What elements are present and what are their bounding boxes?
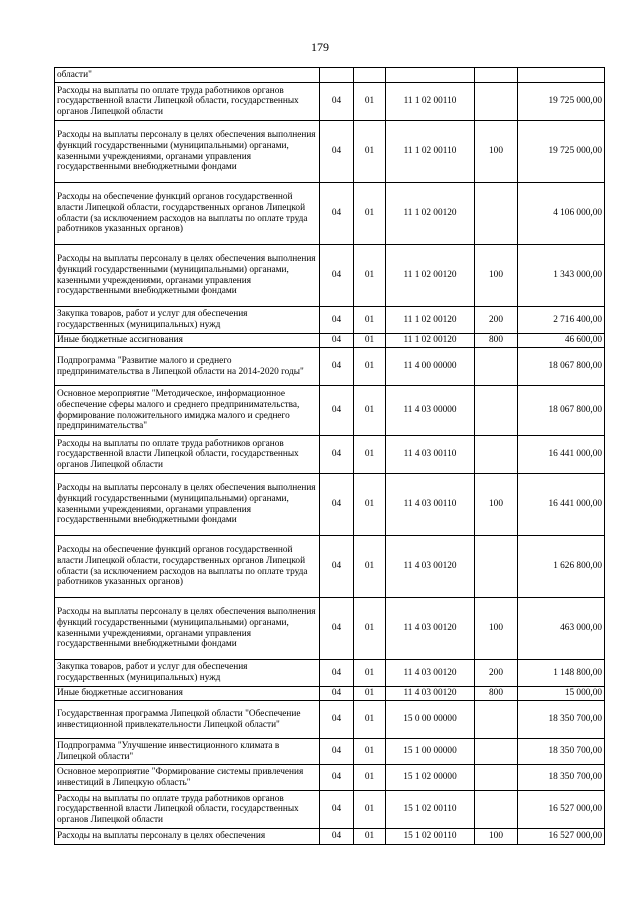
cell-expense-type: 100 [475,598,518,660]
cell-target-article: 11 4 03 00110 [386,436,475,474]
cell-expense-type: 100 [475,245,518,307]
cell-razdel: 04 [320,334,354,348]
cell-podrazdel: 01 [354,121,386,183]
cell-amount: 16 527 000,00 [518,791,605,829]
table-row [55,791,605,829]
cell-name: Расходы на выплаты персоналу в целях обеспечения выполнения функций государственными (муниципальными) органами, казенными учреждениями, органами управления государственными внебюджетными фондами [55,245,320,307]
cell-target-article: 11 4 03 00000 [386,386,475,436]
cell-name: области" [55,68,320,83]
cell-name: Расходы на обеспечение функций органов государственной власти Липецкой области, государственных органов Липецкой области (за исключением расходов на выплаты по оплате труда работников указанных органов) [55,183,320,245]
cell-podrazdel: 01 [354,334,386,348]
table-row [55,687,605,701]
cell-podrazdel: 01 [354,765,386,791]
cell-expense-type: 200 [475,660,518,687]
cell-target-article: 11 1 02 00120 [386,183,475,245]
cell-amount: 1 343 000,00 [518,245,605,307]
cell-name: Основное мероприятие "Методическое, информационное обеспечение сферы малого и среднего предпринимательства, формирование положительного имиджа малого и среднего предпринимательства" [55,386,320,436]
cell-target-article: 11 4 03 00120 [386,598,475,660]
cell-amount [518,68,605,83]
cell-target-article: 11 4 03 00110 [386,474,475,536]
cell-amount: 463 000,00 [518,598,605,660]
cell-target-article: 11 1 02 00120 [386,307,475,334]
cell-amount: 15 000,00 [518,687,605,701]
cell-target-article: 11 4 03 00120 [386,536,475,598]
cell-razdel: 04 [320,348,354,386]
cell-target-article: 15 0 00 00000 [386,701,475,739]
cell-amount: 18 350 700,00 [518,739,605,765]
table-row [55,829,605,845]
cell-name: Государственная программа Липецкой области "Обеспечение инвестиционной привлекательности Липецкой области" [55,701,320,739]
cell-podrazdel: 01 [354,660,386,687]
cell-razdel: 04 [320,687,354,701]
table-row [55,307,605,334]
cell-expense-type [475,739,518,765]
cell-razdel: 04 [320,701,354,739]
cell-name: Расходы на выплаты по оплате труда работников органов государственной власти Липецкой области, государственных органов Липецкой области [55,436,320,474]
cell-razdel: 04 [320,536,354,598]
cell-target-article: 11 1 02 00110 [386,121,475,183]
cell-razdel: 04 [320,121,354,183]
cell-expense-type: 800 [475,687,518,701]
cell-amount: 1 626 800,00 [518,536,605,598]
cell-podrazdel: 01 [354,307,386,334]
cell-expense-type [475,348,518,386]
cell-amount: 2 716 400,00 [518,307,605,334]
cell-razdel: 04 [320,829,354,845]
table-row [55,121,605,183]
cell-target-article: 11 1 02 00120 [386,245,475,307]
cell-razdel: 04 [320,386,354,436]
cell-target-article: 15 1 02 00000 [386,765,475,791]
cell-razdel: 04 [320,183,354,245]
table-row [55,765,605,791]
table-row [55,334,605,348]
cell-razdel: 04 [320,791,354,829]
cell-podrazdel: 01 [354,348,386,386]
cell-target-article: 11 4 03 00120 [386,687,475,701]
cell-razdel: 04 [320,765,354,791]
cell-name: Расходы на выплаты по оплате труда работников органов государственной власти Липецкой области, государственных органов Липецкой области [55,791,320,829]
table-row [55,386,605,436]
cell-expense-type [475,536,518,598]
cell-expense-type [475,701,518,739]
cell-amount: 18 067 800,00 [518,348,605,386]
cell-expense-type [475,386,518,436]
cell-razdel: 04 [320,83,354,121]
cell-razdel [320,68,354,83]
cell-podrazdel: 01 [354,701,386,739]
cell-expense-type: 800 [475,334,518,348]
cell-amount: 16 527 000,00 [518,829,605,845]
cell-name: Расходы на выплаты персоналу в целях обеспечения выполнения функций государственными (муниципальными) органами, казенными учреждениями, органами управления государственными внебюджетными фондами [55,121,320,183]
cell-podrazdel: 01 [354,791,386,829]
cell-razdel: 04 [320,660,354,687]
cell-razdel: 04 [320,474,354,536]
cell-podrazdel: 01 [354,386,386,436]
cell-amount: 18 067 800,00 [518,386,605,436]
cell-amount: 18 350 700,00 [518,765,605,791]
cell-expense-type [475,436,518,474]
cell-name: Подпрограмма "Развитие малого и среднего предпринимательства в Липецкой области на 2014-2020 годы" [55,348,320,386]
cell-name: Закупка товаров, работ и услуг для обеспечения государственных (муниципальных) нужд [55,660,320,687]
cell-name: Расходы на обеспечение функций органов государственной власти Липецкой области, государственных органов Липецкой области (за исключением расходов на выплаты по оплате труда работников указанных органов) [55,536,320,598]
cell-target-article: 15 1 02 00110 [386,791,475,829]
cell-podrazdel [354,68,386,83]
cell-name: Расходы на выплаты по оплате труда работников органов государственной власти Липецкой области, государственных органов Липецкой области [55,83,320,121]
table-row [55,739,605,765]
cell-amount: 19 725 000,00 [518,83,605,121]
cell-razdel: 04 [320,307,354,334]
cell-expense-type: 100 [475,474,518,536]
cell-podrazdel: 01 [354,183,386,245]
cell-target-article: 11 4 03 00120 [386,660,475,687]
table-row [55,536,605,598]
table-row [55,701,605,739]
table-row [55,348,605,386]
cell-podrazdel: 01 [354,474,386,536]
cell-expense-type [475,791,518,829]
cell-podrazdel: 01 [354,436,386,474]
cell-target-article: 11 4 00 00000 [386,348,475,386]
table-body [55,68,605,845]
cell-podrazdel: 01 [354,83,386,121]
cell-podrazdel: 01 [354,687,386,701]
cell-podrazdel: 01 [354,536,386,598]
cell-name: Иные бюджетные ассигнования [55,334,320,348]
table-row [55,474,605,536]
cell-name: Расходы на выплаты персоналу в целях обеспечения выполнения функций государственными (муниципальными) органами, казенными учреждениями, органами управления государственными внебюджетными фондами [55,598,320,660]
cell-expense-type [475,183,518,245]
table-row [55,436,605,474]
cell-name: Иные бюджетные ассигнования [55,687,320,701]
cell-amount: 1 148 800,00 [518,660,605,687]
page-number: 179 [311,40,329,54]
cell-amount: 18 350 700,00 [518,701,605,739]
table-row [55,83,605,121]
cell-amount: 46 600,00 [518,334,605,348]
cell-target-article [386,68,475,83]
cell-amount: 19 725 000,00 [518,121,605,183]
cell-name: Расходы на выплаты персоналу в целях обеспечения [55,829,320,845]
cell-amount: 4 106 000,00 [518,183,605,245]
cell-podrazdel: 01 [354,829,386,845]
cell-name: Подпрограмма "Улучшение инвестиционного климата в Липецкой области" [55,739,320,765]
cell-podrazdel: 01 [354,598,386,660]
cell-amount: 16 441 000,00 [518,474,605,536]
cell-razdel: 04 [320,598,354,660]
table-row [55,183,605,245]
cell-target-article: 15 1 00 00000 [386,739,475,765]
cell-expense-type [475,765,518,791]
cell-razdel: 04 [320,436,354,474]
table-row [55,68,605,83]
cell-name: Закупка товаров, работ и услуг для обеспечения государственных (муниципальных) нужд [55,307,320,334]
cell-target-article: 11 1 02 00120 [386,334,475,348]
table-row [55,660,605,687]
budget-table [54,67,605,845]
cell-amount: 16 441 000,00 [518,436,605,474]
cell-expense-type [475,68,518,83]
cell-razdel: 04 [320,739,354,765]
cell-expense-type: 100 [475,121,518,183]
cell-target-article: 11 1 02 00110 [386,83,475,121]
cell-name: Основное мероприятие "Формирование системы привлечения инвестиций в Липецкую область" [55,765,320,791]
table-row [55,598,605,660]
cell-podrazdel: 01 [354,245,386,307]
cell-expense-type: 200 [475,307,518,334]
cell-name: Расходы на выплаты персоналу в целях обеспечения выполнения функций государственными (муниципальными) органами, казенными учреждениями, органами управления государственными внебюджетными фондами [55,474,320,536]
table-row [55,245,605,307]
cell-target-article: 15 1 02 00110 [386,829,475,845]
cell-expense-type [475,83,518,121]
cell-podrazdel: 01 [354,739,386,765]
cell-expense-type: 100 [475,829,518,845]
cell-razdel: 04 [320,245,354,307]
